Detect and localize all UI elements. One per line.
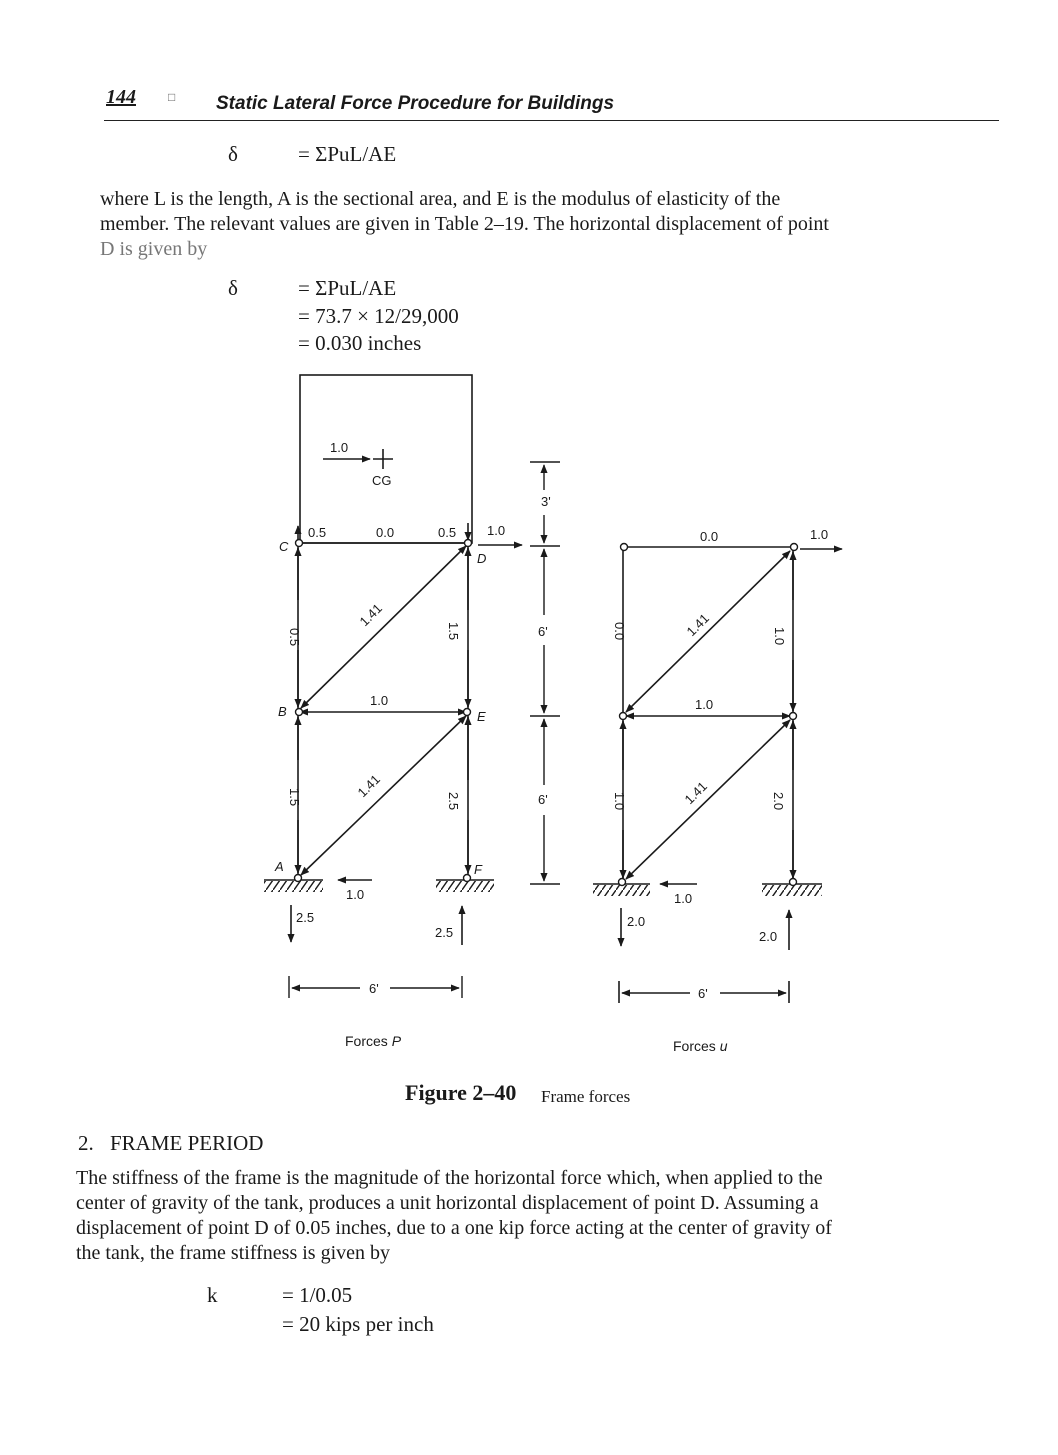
rreaction-a-vertical-label: 2.0 [627,914,646,929]
node-d [465,540,472,547]
caption-forces-u: Forces u [673,1038,728,1054]
node-label-e: E [477,709,486,724]
eq3-symbol: k [207,1283,218,1307]
node-f [464,875,471,882]
rlabel-mid: 1.0 [695,697,714,712]
node-c [296,540,303,547]
eq2-line2: = 73.7 × 12/29,000 [298,304,459,328]
header-separator: □ [168,90,176,104]
dim-width-left-label: 6' [369,981,379,996]
reaction-a-vertical-label: 2.5 [296,910,315,925]
figure-caption-number: Figure 2–40 [405,1080,517,1105]
rnode-tl [621,544,628,551]
label-d-load: 1.0 [487,523,506,538]
node-label-f: F [474,862,482,877]
paragraph1-line3: D is given by [100,238,208,260]
paragraph1-line1: where L is the length, A is the sectional area, and E is the modulus of elasticity of the [100,188,781,210]
rlabel-diag-lower: 1.41 [681,778,711,808]
figure-caption-text: Frame forces [541,1087,631,1106]
dim-label-6-lower: 6' [538,792,548,807]
member-ae [301,716,466,875]
label-ae: 1.41 [354,771,384,801]
cg-label: CG [372,473,392,488]
node-label-a: A [275,859,284,874]
label-cb: 0.5 [287,628,302,647]
rlabel-right-upper: 1.0 [772,627,787,646]
eq3-line1: = 1/0.05 [282,1283,353,1307]
label-be: 1.0 [370,693,389,708]
rmember-diag-upper [626,551,790,712]
rsupport-a-hatch [593,885,650,896]
section-line4: the tank, the frame stiffness is given by [76,1242,391,1264]
rlabel-left-lower: 1.0 [612,792,627,811]
label-cd: 0.0 [376,525,395,540]
reaction-f-vertical-label: 2.5 [435,925,454,940]
rnode-mr [790,713,797,720]
rlabel-top: 0.0 [700,529,719,544]
eq2-line3: = 0.030 inches [298,331,422,355]
rlabel-right-lower: 2.0 [771,792,786,811]
rnode-bl [619,879,626,886]
caption-forces-p: Forces P [345,1033,402,1049]
running-title: Static Lateral Force Procedure for Buildings [216,93,615,114]
node-label-c: C [279,539,289,554]
rsupport-f-hatch [762,885,822,896]
label-d-down: 0.5 [438,525,457,540]
node-label-d: D [477,551,487,566]
eq2-symbol: δ [228,276,238,300]
rnode-br [790,879,797,886]
rlabel-left-upper: 0.0 [612,622,627,641]
section-line2: center of gravity of the tank, produces a unit horizontal displacement of point D. Assuming a [76,1192,819,1214]
paragraph1-line2: member. The relevant values are given in Table 2–19. The horizontal displacement of point [100,213,829,235]
rreaction-a-horizontal-label: 1.0 [674,891,693,906]
node-b [296,709,303,716]
section-title: FRAME PERIOD [110,1131,264,1155]
node-a [295,875,302,882]
support-a-hatch [264,881,323,892]
eq1-rhs: = ΣPuL/AE [298,142,397,166]
rnode-tr [791,544,798,551]
eq3-line2: = 20 kips per inch [282,1312,434,1336]
label-ef: 2.5 [446,792,461,811]
support-f-hatch [436,881,494,892]
section-line3: displacement of point D of 0.05 inches, due to a one kip force acting at the center of gravity of [76,1217,832,1239]
rmember-diag-lower [626,720,790,879]
node-label-b: B [278,704,287,719]
dim-label-3: 3' [541,494,551,509]
label-de: 1.5 [446,622,461,641]
section-line1: The stiffness of the frame is the magnitude of the horizontal force which, when applied to the [76,1167,823,1189]
rlabel-diag-upper: 1.41 [683,610,713,640]
rdim-width-label: 6' [698,986,708,1001]
eq1-symbol: δ [228,142,238,166]
dim-label-6-upper: 6' [538,624,548,639]
rreaction-f-vertical-label: 2.0 [759,929,778,944]
section-number: 2. [78,1131,94,1155]
rnode-ml [620,713,627,720]
eq2-line1: = ΣPuL/AE [298,276,397,300]
label-ba: 1.5 [287,788,302,807]
label-c-up: 0.5 [308,525,327,540]
page-number: 144 [106,86,136,108]
rlabel-load: 1.0 [810,527,829,542]
label-bd: 1.41 [356,600,386,630]
reaction-a-horizontal-label: 1.0 [346,887,365,902]
cg-load-label: 1.0 [330,440,349,455]
node-e [464,709,471,716]
member-bd [301,546,466,708]
